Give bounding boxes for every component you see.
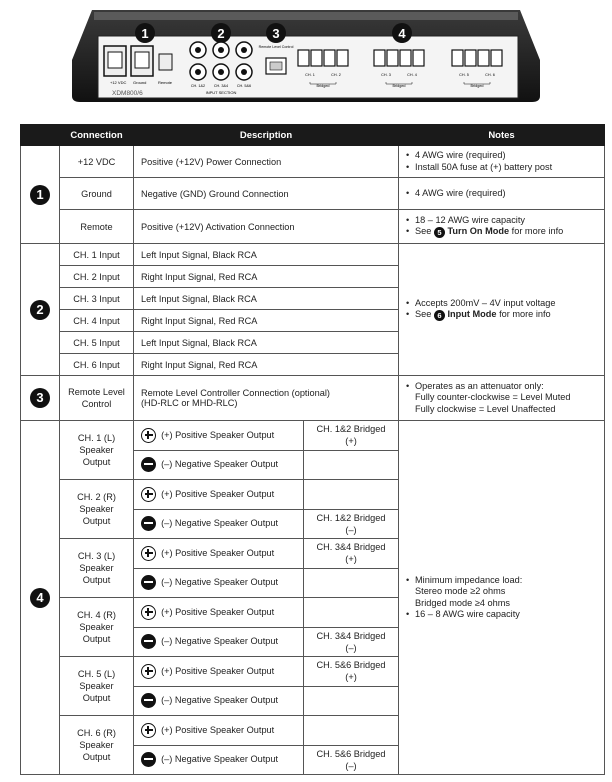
notes-cell: • Operates as an attenuator only: Fully counter-clockwise = Level Muted Fully clockwise = Level Unaffected — [399, 376, 605, 421]
speaker-label-ch4: CH. 4 — [407, 73, 417, 77]
label-12vdc: +12 VDC — [110, 80, 127, 85]
connection-cell: CH. 2 Input — [60, 266, 134, 288]
note-see: See — [415, 226, 432, 237]
channel-label-line: Output — [82, 693, 111, 703]
connection-cell: CH. 6 Input — [60, 354, 134, 376]
table-row — [21, 210, 605, 244]
section-badge-6: 6 — [434, 310, 445, 321]
note-text: Minimum impedance load: — [415, 574, 523, 585]
negative-output-text: (–) Negative Speaker Output — [161, 518, 279, 529]
bridged-label-34: Bridged — [392, 84, 406, 88]
notes-cell: • 4 AWG wire (required) • Install 50A fuse at (+) battery post — [399, 146, 605, 178]
output-cell — [134, 686, 304, 716]
minus-circle-icon — [141, 752, 156, 767]
table-row — [21, 146, 605, 178]
table-row — [21, 178, 605, 210]
bridge-cell: CH. 5&6 Bridged (–) — [304, 745, 399, 775]
channel-label-line: CH. 5 (L) — [77, 669, 116, 679]
rca-label-ch34: CH. 3&4 — [213, 84, 229, 88]
description-cell: Positive (+12V) Power Connection — [134, 146, 399, 178]
header-blank — [21, 125, 60, 146]
description-cell: Right Input Signal, Red RCA — [134, 310, 399, 332]
note-text: Stereo mode ≥2 ohms — [415, 586, 506, 596]
turn-on-mode-link: Turn On Mode — [447, 226, 510, 237]
output-cell — [134, 598, 304, 628]
header-notes: Notes — [399, 125, 605, 146]
section-badge-5: 5 — [434, 227, 445, 238]
channel-label-line: Output — [82, 634, 111, 644]
label-ground: Ground — [133, 80, 147, 85]
description-line: Remote Level Controller Connection (optional) — [141, 388, 330, 398]
output-cell — [134, 539, 304, 569]
note-text: 18 – 12 AWG wire capacity — [415, 214, 525, 225]
channel-label-cell — [60, 716, 134, 775]
note-text: Accepts 200mV – 4V input voltage — [415, 297, 556, 308]
channel-label-cell — [60, 421, 134, 480]
group-badge-3: 3 — [30, 388, 50, 408]
channel-label-line: CH. 6 (R) — [77, 728, 116, 738]
channel-label-cell — [60, 598, 134, 657]
channel-label-line: Output — [82, 457, 111, 467]
group-4-cell — [21, 421, 60, 775]
channel-label-cell — [60, 480, 134, 539]
description-cell: Left Input Signal, Black RCA — [134, 244, 399, 266]
amplifier-panel-diagram — [0, 0, 612, 110]
input-section-label: INPUT SECTION — [205, 90, 237, 95]
positive-output-text: (+) Positive Speaker Output — [161, 724, 275, 735]
speaker-label-ch2: CH. 2 — [331, 73, 341, 77]
description-cell: Positive (+12V) Activation Connection — [134, 210, 399, 244]
plus-circle-icon — [141, 605, 156, 620]
notes-cell: • 4 AWG wire (required) — [399, 178, 605, 210]
table-row — [21, 421, 605, 451]
note-text: Fully clockwise = Level Unaffected — [415, 403, 556, 414]
connection-cell: +12 VDC — [60, 146, 134, 178]
connection-cell: CH. 3 Input — [60, 288, 134, 310]
bridged-label-56: Bridged — [470, 84, 484, 88]
rca-label-ch56: CH. 5&6 — [236, 84, 252, 88]
description-cell: Right Input Signal, Red RCA — [134, 266, 399, 288]
group-2-cell — [21, 244, 60, 376]
minus-circle-icon — [141, 457, 156, 472]
bridge-cell: CH. 5&6 Bridged (+) — [304, 657, 399, 687]
speaker-label-ch1: CH. 1 — [305, 73, 315, 77]
minus-circle-icon — [141, 516, 156, 531]
table-row — [21, 376, 605, 421]
minus-circle-icon — [141, 693, 156, 708]
positive-output-text: (+) Positive Speaker Output — [161, 665, 275, 676]
positive-output-text: (+) Positive Speaker Output — [161, 429, 275, 440]
remote-port-label: Remote Level Control — [258, 45, 294, 49]
positive-output-text: (+) Positive Speaker Output — [161, 606, 275, 617]
output-cell — [134, 716, 304, 746]
output-cell — [134, 450, 304, 480]
group-badge-1: 1 — [30, 185, 50, 205]
minus-circle-icon — [141, 634, 156, 649]
speaker-label-ch6: CH. 6 — [485, 73, 495, 77]
description-cell: Right Input Signal, Red RCA — [134, 354, 399, 376]
description-line: (HD-RLC or MHD-RLC) — [141, 398, 238, 408]
note-tail: for more info — [499, 309, 551, 320]
bridged-label-12: Bridged — [316, 84, 330, 88]
description-cell: Left Input Signal, Black RCA — [134, 332, 399, 354]
channel-label-line: Speaker — [79, 504, 114, 514]
negative-output-text: (–) Negative Speaker Output — [161, 754, 279, 765]
input-mode-link: Input Mode — [447, 309, 497, 320]
note-text: 4 AWG wire (required) — [415, 150, 506, 160]
plus-circle-icon — [141, 546, 156, 561]
callout-1: 1 — [141, 26, 149, 41]
output-cell — [134, 745, 304, 775]
connection-cell — [60, 376, 134, 421]
bridge-cell: CH. 1&2 Bridged (+) — [304, 421, 399, 451]
channel-label-line: Output — [82, 575, 111, 585]
minus-circle-icon — [141, 575, 156, 590]
rca-label-ch12: CH. 1&2 — [190, 84, 206, 88]
bridge-cell: CH. 3&4 Bridged (–) — [304, 627, 399, 657]
connection-cell: CH. 4 Input — [60, 310, 134, 332]
channel-label-line: Speaker — [79, 563, 114, 573]
notes-cell: • 18 – 12 AWG wire capacity • See 5 Turn On Mode for more info — [399, 210, 605, 244]
bridge-cell: CH. 1&2 Bridged (–) — [304, 509, 399, 539]
label-remote: Remote — [158, 80, 173, 85]
note-tail: for more info — [511, 226, 564, 237]
notes-cell: • Minimum impedance load: Stereo mode ≥2 ohms Bridged mode ≥4 ohms • 16 – 8 AWG wire capacity — [399, 421, 605, 775]
output-cell — [134, 421, 304, 451]
callout-3: 3 — [272, 26, 280, 41]
plus-circle-icon — [141, 664, 156, 679]
callout-4: 4 — [398, 26, 406, 41]
connection-line: Control — [81, 399, 112, 409]
channel-label-line: Speaker — [79, 740, 114, 750]
group-badge-2: 2 — [30, 300, 50, 320]
header-description: Description — [134, 125, 399, 146]
output-cell — [134, 657, 304, 687]
group-3-cell — [21, 376, 60, 421]
group-1-cell — [21, 146, 60, 244]
speaker-label-ch3: CH. 3 — [381, 73, 391, 77]
plus-circle-icon — [141, 723, 156, 738]
note-text: 16 – 8 AWG wire capacity — [415, 609, 520, 619]
note-text: Operates as an attenuator only: — [415, 380, 544, 391]
output-cell — [134, 568, 304, 598]
note-text: 4 AWG wire (required) — [415, 187, 506, 198]
channel-label-line: Output — [82, 516, 111, 526]
channel-label-line: Output — [82, 752, 111, 762]
plus-circle-icon — [141, 487, 156, 502]
output-cell — [134, 480, 304, 510]
bridge-cell — [304, 598, 399, 628]
bridge-cell — [304, 568, 399, 598]
channel-label-line: CH. 3 (L) — [77, 551, 116, 561]
positive-output-text: (+) Positive Speaker Output — [161, 547, 275, 558]
channel-label-line: Speaker — [79, 445, 114, 455]
channel-label-line: Speaker — [79, 622, 114, 632]
output-cell — [134, 509, 304, 539]
bridge-cell: CH. 3&4 Bridged (+) — [304, 539, 399, 569]
negative-output-text: (–) Negative Speaker Output — [161, 459, 279, 470]
negative-output-text: (–) Negative Speaker Output — [161, 577, 279, 588]
table-row — [21, 244, 605, 266]
bridge-cell — [304, 450, 399, 480]
description-cell: Left Input Signal, Black RCA — [134, 288, 399, 310]
note-see: See — [415, 309, 432, 320]
channel-label-line: CH. 4 (R) — [77, 610, 116, 620]
negative-output-text: (–) Negative Speaker Output — [161, 695, 279, 706]
table-header-row — [21, 125, 605, 146]
note-text: Install 50A fuse at (+) battery post — [415, 161, 553, 172]
connection-cell: CH. 1 Input — [60, 244, 134, 266]
callout-2: 2 — [217, 26, 225, 41]
channel-label-line: CH. 1 (L) — [77, 433, 116, 443]
note-text: Fully counter-clockwise = Level Muted — [415, 392, 571, 403]
positive-output-text: (+) Positive Speaker Output — [161, 488, 275, 499]
output-cell — [134, 627, 304, 657]
channel-label-line: CH. 2 (R) — [77, 492, 116, 502]
negative-output-text: (–) Negative Speaker Output — [161, 636, 279, 647]
notes-cell: • Accepts 200mV – 4V input voltage • See 6 Input Mode for more info — [399, 244, 605, 376]
connection-cell: CH. 5 Input — [60, 332, 134, 354]
header-connection: Connection — [60, 125, 134, 146]
bridge-cell — [304, 480, 399, 510]
speaker-label-ch5: CH. 5 — [459, 73, 469, 77]
bridge-cell — [304, 686, 399, 716]
channel-label-line: Speaker — [79, 681, 114, 691]
connection-cell: Ground — [60, 178, 134, 210]
connection-spec-table — [20, 124, 605, 775]
bridge-cell — [304, 716, 399, 746]
connection-cell: Remote — [60, 210, 134, 244]
channel-label-cell — [60, 539, 134, 598]
model-name: XDM800/6 — [112, 90, 143, 97]
note-text: Bridged mode ≥4 ohms — [415, 597, 510, 608]
group-badge-4: 4 — [30, 588, 50, 608]
description-cell — [134, 376, 399, 421]
plus-circle-icon — [141, 428, 156, 443]
channel-label-cell — [60, 657, 134, 716]
connection-line: Remote Level — [68, 387, 125, 397]
description-cell: Negative (GND) Ground Connection — [134, 178, 399, 210]
